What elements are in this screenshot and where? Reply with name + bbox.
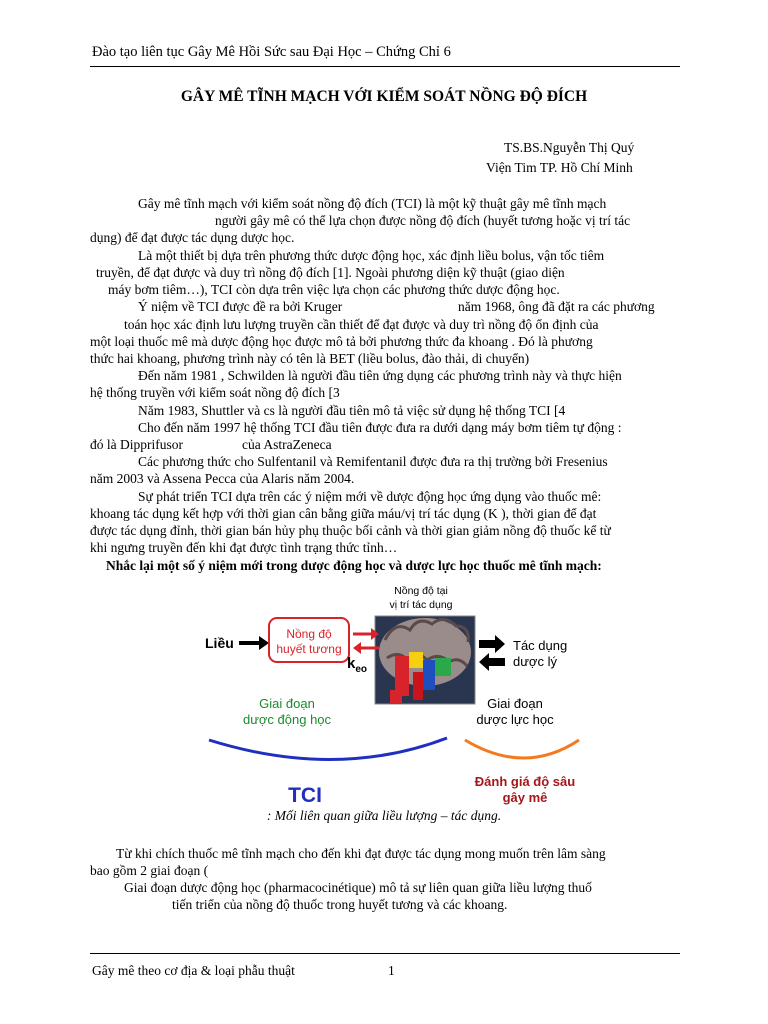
effect-arrows-icon: [479, 635, 505, 671]
body-line: dụng) để đạt được tác dụng dược học.: [90, 230, 295, 245]
brain-illustration: [375, 616, 475, 704]
site-label-line2: vị trí tác dụng: [389, 599, 453, 611]
body-line: tiến triển của nồng độ thuốc trong huyết tương và các khoang.: [172, 897, 508, 912]
pd-phase-line2: dược lực học: [476, 712, 554, 727]
body-line: thức hai khoang, phương trình này có tên là BET (liều bolus, đào thải, di chuyển): [90, 351, 530, 366]
body-line: Gây mê tĩnh mạch với kiểm soát nồng độ đích (TCI) là một kỹ thuật gây mê tĩnh mạch: [138, 196, 607, 211]
body-line: người gây mê có thể lựa chọn được nồng độ đích (huyết tương hoặc vị trí tác: [215, 213, 631, 228]
body-line: Các phương thức cho Sulfentanil và Remifentanil được đưa ra thị trường bởi Fresenius: [138, 454, 608, 469]
pk-phase-line1: Giai đoạn: [259, 696, 315, 711]
depth-label-line1: Đánh giá độ sâu: [474, 774, 576, 789]
depth-label-line2: gây mê: [502, 790, 548, 805]
body-line: Từ khi chích thuốc mê tĩnh mạch cho đến khi đạt được tác dụng mong muốn trên lâm sàng: [116, 846, 606, 861]
body-line: Đến năm 1981 , Schwilden là người đầu tiên ứng dụng các phương trình này và thực hiện: [138, 368, 622, 383]
body-line: Cho đến năm 1997 hệ thống TCI đầu tiên được đưa ra dưới dạng máy bơm tiêm tự động :: [138, 420, 622, 435]
body-line: năm 1968, ông đã đặt ra các phương: [458, 299, 655, 314]
pk-phase-line2: dược động học: [242, 712, 332, 727]
document-title: GÂY MÊ TĨNH MẠCH VỚI KIỂM SOÁT NỒNG ĐỘ ĐÍCH: [180, 88, 588, 105]
body-line: một loại thuốc mê mà dược động học được mô tả bởi phương thức đa khoang . Đó là phương: [90, 334, 593, 349]
author-affiliation: Viện Tim TP. Hồ Chí Minh: [486, 160, 633, 175]
plasma-label-line1: Nồng độ: [286, 627, 332, 641]
pd-arc: [465, 740, 579, 758]
body-line: năm 2003 và Assena Pecca của Alaris năm 2004.: [90, 471, 355, 486]
body-line: Năm 1983, Shuttler và cs là người đầu tiên mô tả việc sử dụng hệ thống TCI [4: [138, 403, 566, 418]
tci-label: TCI: [288, 784, 322, 807]
body-line: khi ngưng truyền đến khi đạt được tình trạng thức tỉnh…: [90, 540, 398, 555]
figure-caption: : Mối liên quan giữa liều lượng – tác dụng.: [266, 808, 502, 823]
dose-arrow-icon: [239, 636, 269, 650]
page-number: 1: [388, 963, 395, 978]
author-name: TS.BS.Nguyễn Thị Quý: [504, 140, 635, 155]
pd-phase-line1: Giai đoạn: [487, 696, 543, 711]
body-line: truyền, để đạt được và duy trì nồng độ đích [1]. Ngoài phương diện kỹ thuật (giao diện: [96, 265, 565, 280]
running-header: Đào tạo liên tục Gây Mê Hồi Sức sau Đại Học – Chứng Chỉ 6: [92, 44, 451, 60]
effect-label-line1: Tác dụng: [513, 638, 568, 653]
body-line: đó là Dipprifusor: [90, 437, 183, 452]
body-line: của AstraZeneca: [242, 437, 332, 452]
effect-label-line2: dược lý: [513, 654, 557, 669]
dose-label: Liều: [205, 635, 234, 651]
body-line: Sự phát triển TCI dựa trên các ý niệm mới về dược động học ứng dụng vào thuốc mê:: [138, 489, 602, 504]
body-line: máy bơm tiêm…), TCI còn dựa trên việc lựa chọn các phương thức dược động học.: [108, 282, 560, 297]
keo-label: $k_{eo}$: [347, 655, 368, 675]
dose-effect-figure: [195, 580, 595, 810]
header-rule: [90, 66, 680, 67]
site-label-line1: Nồng độ tại: [394, 585, 448, 597]
pk-arc: [209, 738, 447, 760]
footer-text: Gây mê theo cơ địa & loại phẫu thuật: [92, 963, 295, 978]
section-heading: Nhắc lại một số ý niệm mới trong dược động học và dược lực học thuốc mê tĩnh mạch:: [106, 558, 602, 573]
plasma-label-line2: huyết tương: [276, 642, 342, 656]
body-line: bao gồm 2 giai đoạn (: [90, 863, 209, 878]
body-line: Ý niệm về TCI được đề ra bởi Kruger: [138, 299, 343, 314]
body-line: Là một thiết bị dựa trên phương thức dược động học, xác định liều bolus, vận tốc tiêm: [138, 248, 605, 263]
body-line: Giai đoạn dược động học (pharmacocinétique) mô tả sự liên quan giữa liều lượng thuố: [124, 880, 592, 895]
body-line: hệ thống truyền với kiểm soát nồng độ đích [3: [90, 385, 340, 400]
body-line: được tác dụng đỉnh, thời gian bán hủy phụ thuộc bối cảnh và thời gian giảm nồng độ thuốc kể từ: [90, 523, 611, 538]
body-line: khoang tác dụng kết hợp với thời gian cân bằng giữa máu/vị trí tác dụng (K ), thời gian để đạt: [90, 506, 597, 521]
body-line: toán học xác định lưu lượng truyền cần thiết để đạt được và duy trì nồng độ ổn định của: [124, 317, 599, 332]
footer-rule: [90, 953, 680, 954]
